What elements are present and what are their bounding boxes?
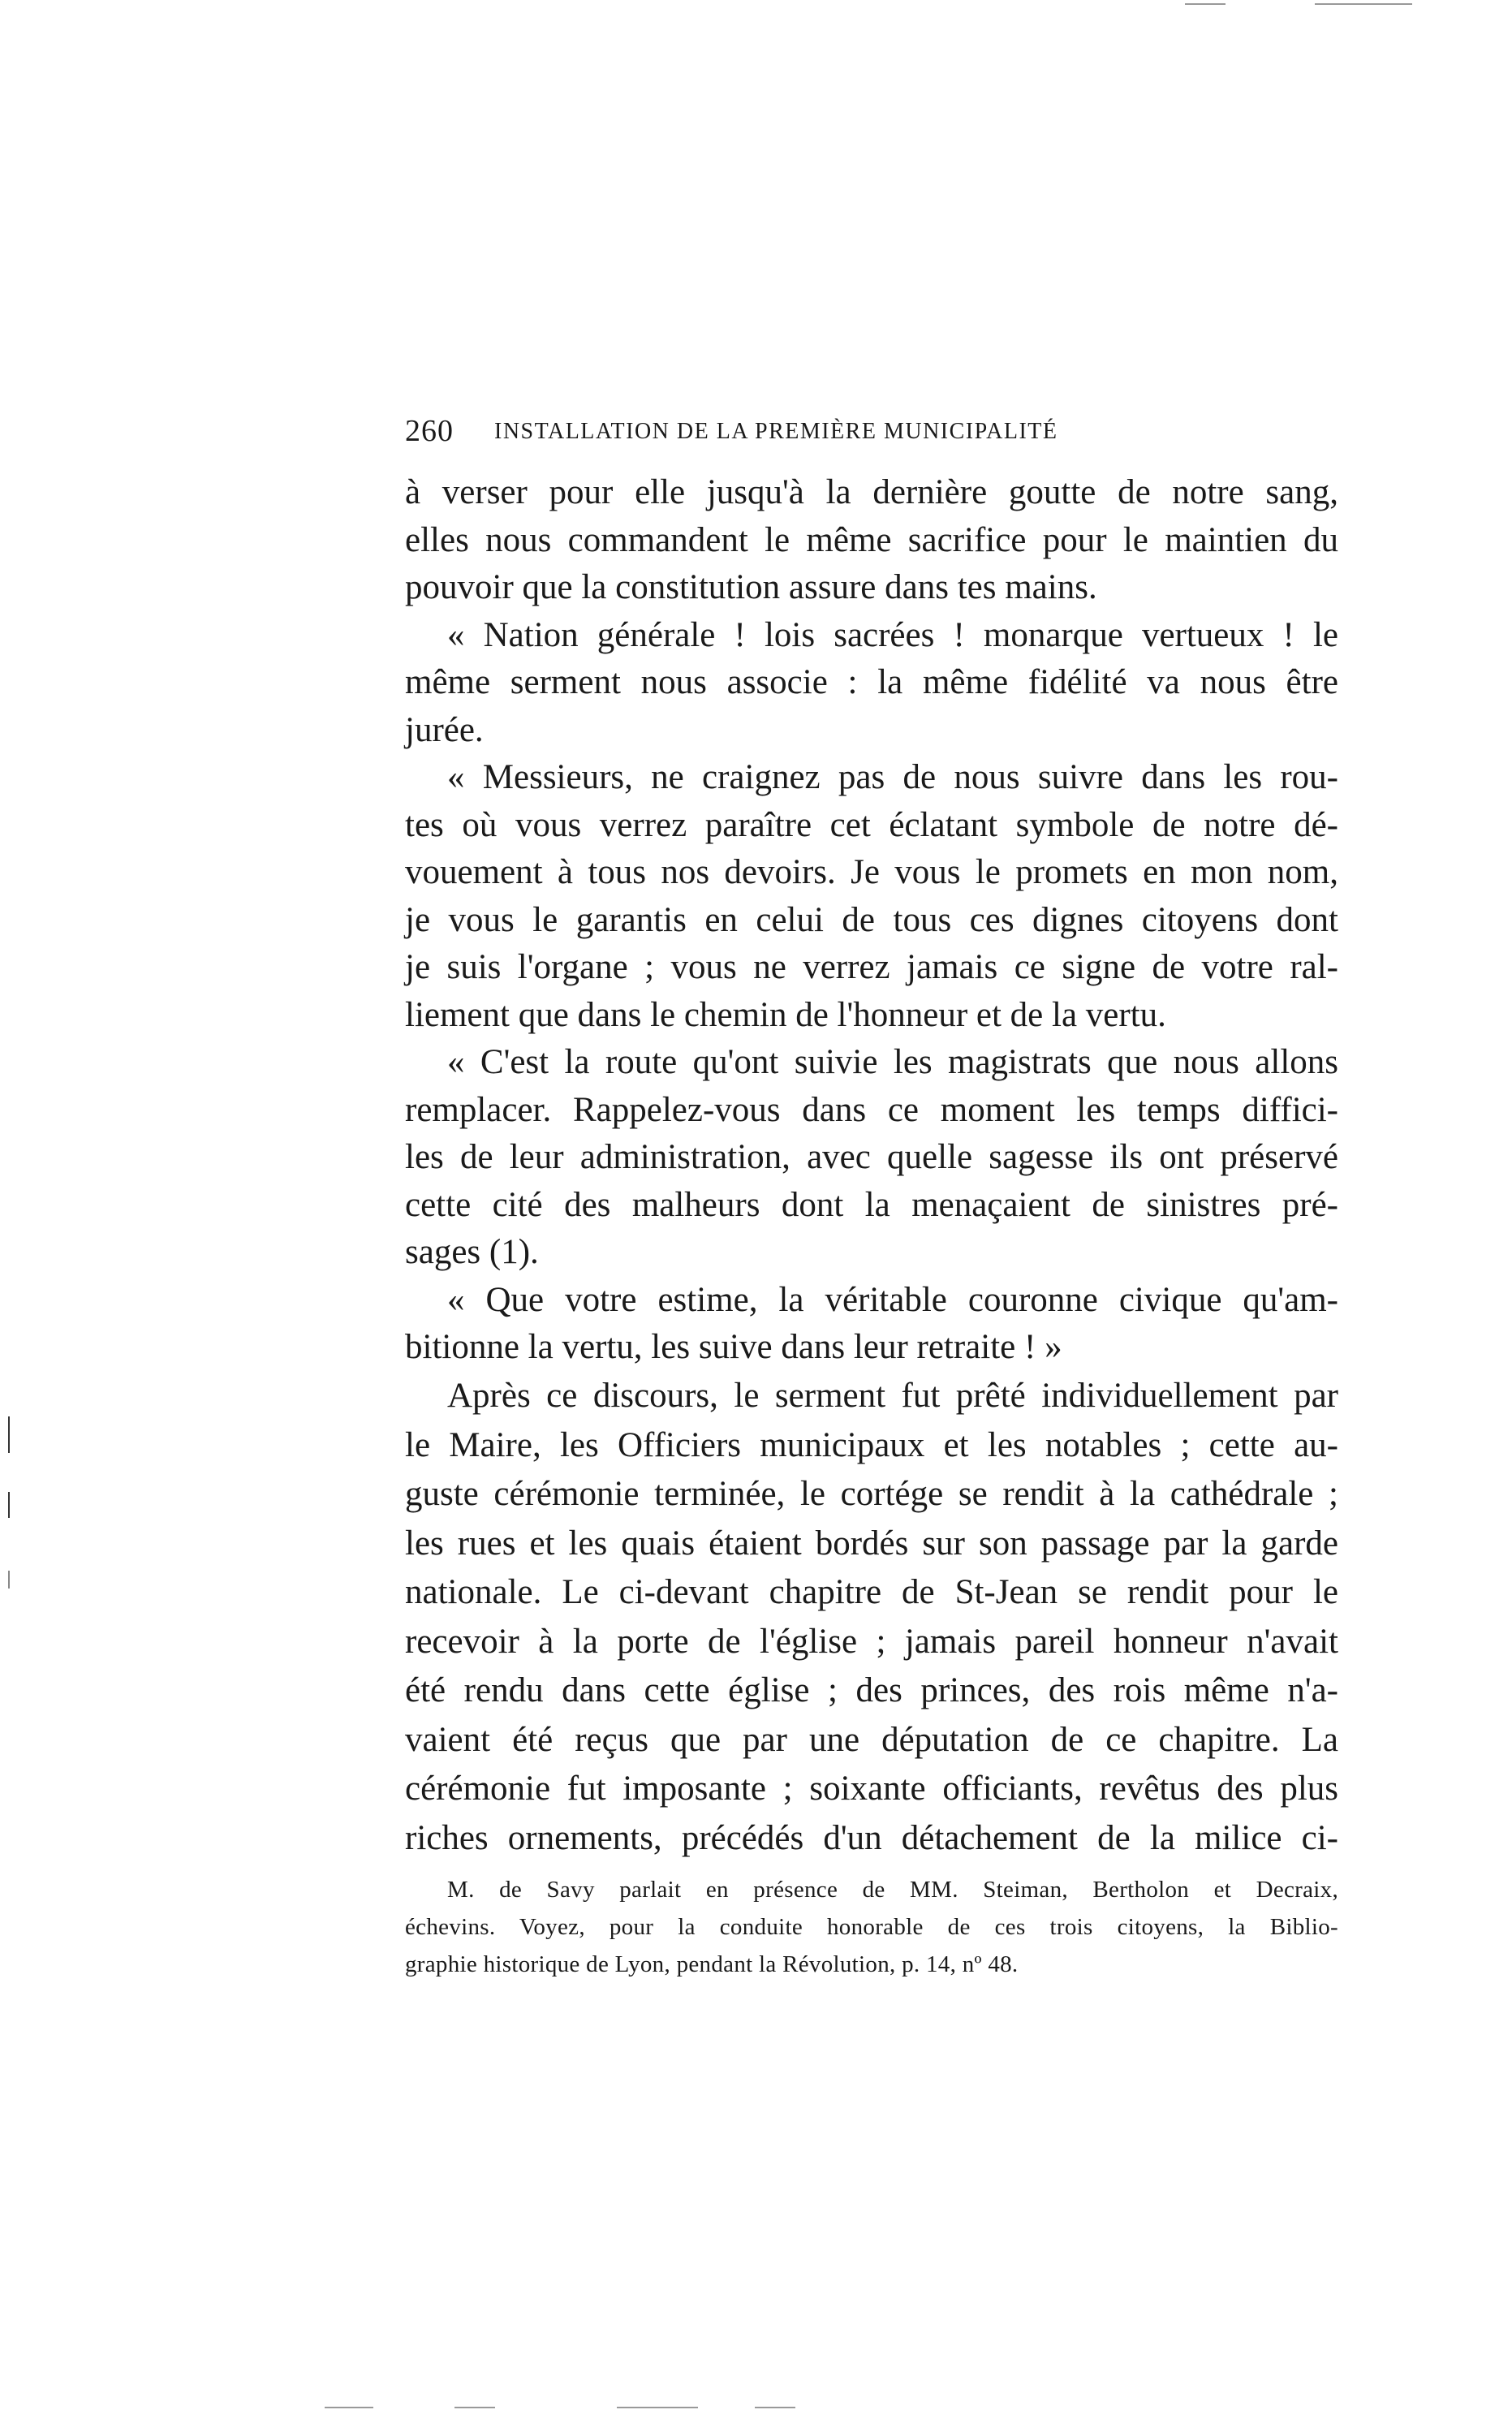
scan-artifact-speck xyxy=(1315,3,1412,5)
page-number: 260 xyxy=(405,414,454,448)
footnote xyxy=(405,1871,1338,1983)
running-title: INSTALLATION DE LA PREMIÈRE MUNICIPALITÉ xyxy=(494,419,1058,444)
speech-text xyxy=(405,469,1338,1372)
scan-artifact-speck xyxy=(617,2407,698,2408)
scan-artifact-mark xyxy=(8,1416,10,1453)
text-line: les de leur administration, avec quelle sagesse ils ont préservé xyxy=(405,1138,1338,1176)
text-line: sages (1). xyxy=(405,1233,539,1271)
footnote-line: M. de Savy parlait en présence de MM. Steiman, Bertholon et Decraix, xyxy=(447,1877,1338,1903)
scan-artifact-speck xyxy=(325,2407,373,2408)
text-line: à verser pour elle jusqu'à la dernière goutte de notre sang, xyxy=(405,473,1338,511)
text-line: recevoir à la porte de l'église ; jamais pareil honneur n'avait xyxy=(405,1622,1338,1661)
text-line: même serment nous associe : la même fidélité va nous être xyxy=(405,663,1338,701)
text-line: cérémonie fut imposante ; soixante officiants, revêtus des plus xyxy=(405,1770,1338,1808)
text-line: pouvoir que la constitution assure dans tes mains. xyxy=(405,568,1097,606)
scan-artifact-speck xyxy=(1185,3,1226,5)
text-line: « C'est la route qu'ont suivie les magistrats que nous allons xyxy=(447,1043,1338,1081)
scan-artifact-mark xyxy=(8,1492,10,1518)
scan-artifact-mark xyxy=(8,1571,10,1589)
text-line: vaient été reçus que par une députation de ce chapitre. La xyxy=(405,1720,1338,1759)
text-line: vouement à tous nos devoirs. Je vous le promets en mon nom, xyxy=(405,853,1338,891)
text-line: nationale. Le ci-devant chapitre de St-Jean se rendit pour le xyxy=(405,1573,1338,1611)
text-line: Après ce discours, le serment fut prêté individuellement par xyxy=(447,1377,1338,1415)
footnote-line: graphie historique de Lyon, pendant la Révolution, p. 14, nº 48. xyxy=(405,1951,1019,1977)
text-line: liement que dans le chemin de l'honneur et de la vertu. xyxy=(405,995,1166,1034)
text-line: « Messieurs, ne craignez pas de nous suivre dans les rou- xyxy=(447,758,1338,796)
text-line: riches ornements, précédés d'un détachement de la milice ci- xyxy=(405,1818,1338,1857)
text-line: guste cérémonie terminée, le cortége se rendit à la cathédrale ; xyxy=(405,1475,1338,1513)
text-line: elles nous commandent le même sacrifice pour le maintien du xyxy=(405,520,1338,559)
footnote-line: échevins. Voyez, pour la conduite honorable de ces trois citoyens, la Biblio- xyxy=(405,1914,1338,1940)
scan-artifact-speck xyxy=(454,2407,495,2408)
text-line: « Que votre estime, la véritable couronne civique qu'am- xyxy=(447,1280,1338,1319)
text-line: jurée. xyxy=(405,710,484,749)
text-line: « Nation générale ! lois sacrées ! monarque vertueux ! le xyxy=(447,615,1338,654)
text-line: je vous le garantis en celui de tous ces dignes citoyens dont xyxy=(405,900,1338,939)
text-line: été rendu dans cette église ; des princes, des rois même n'a- xyxy=(405,1671,1338,1709)
text-line: bitionne la vertu, les suive dans leur retraite ! » xyxy=(405,1328,1062,1366)
scan-artifact-speck xyxy=(755,2407,795,2408)
page-header xyxy=(405,411,1338,451)
text-line: remplacer. Rappelez-vous dans ce moment les temps diffici- xyxy=(405,1090,1338,1129)
text-line: cette cité des malheurs dont la menaçaient de sinistres pré- xyxy=(405,1185,1338,1224)
narrative-text xyxy=(405,1372,1338,1863)
text-line: les rues et les quais étaient bordés sur son passage par la garde xyxy=(405,1524,1338,1563)
text-line: tes où vous verrez paraître cet éclatant symbole de notre dé- xyxy=(405,805,1338,844)
text-line: le Maire, les Officiers municipaux et les notables ; cette au- xyxy=(405,1425,1338,1464)
text-line: je suis l'organe ; vous ne verrez jamais ce signe de votre ral- xyxy=(405,948,1338,986)
